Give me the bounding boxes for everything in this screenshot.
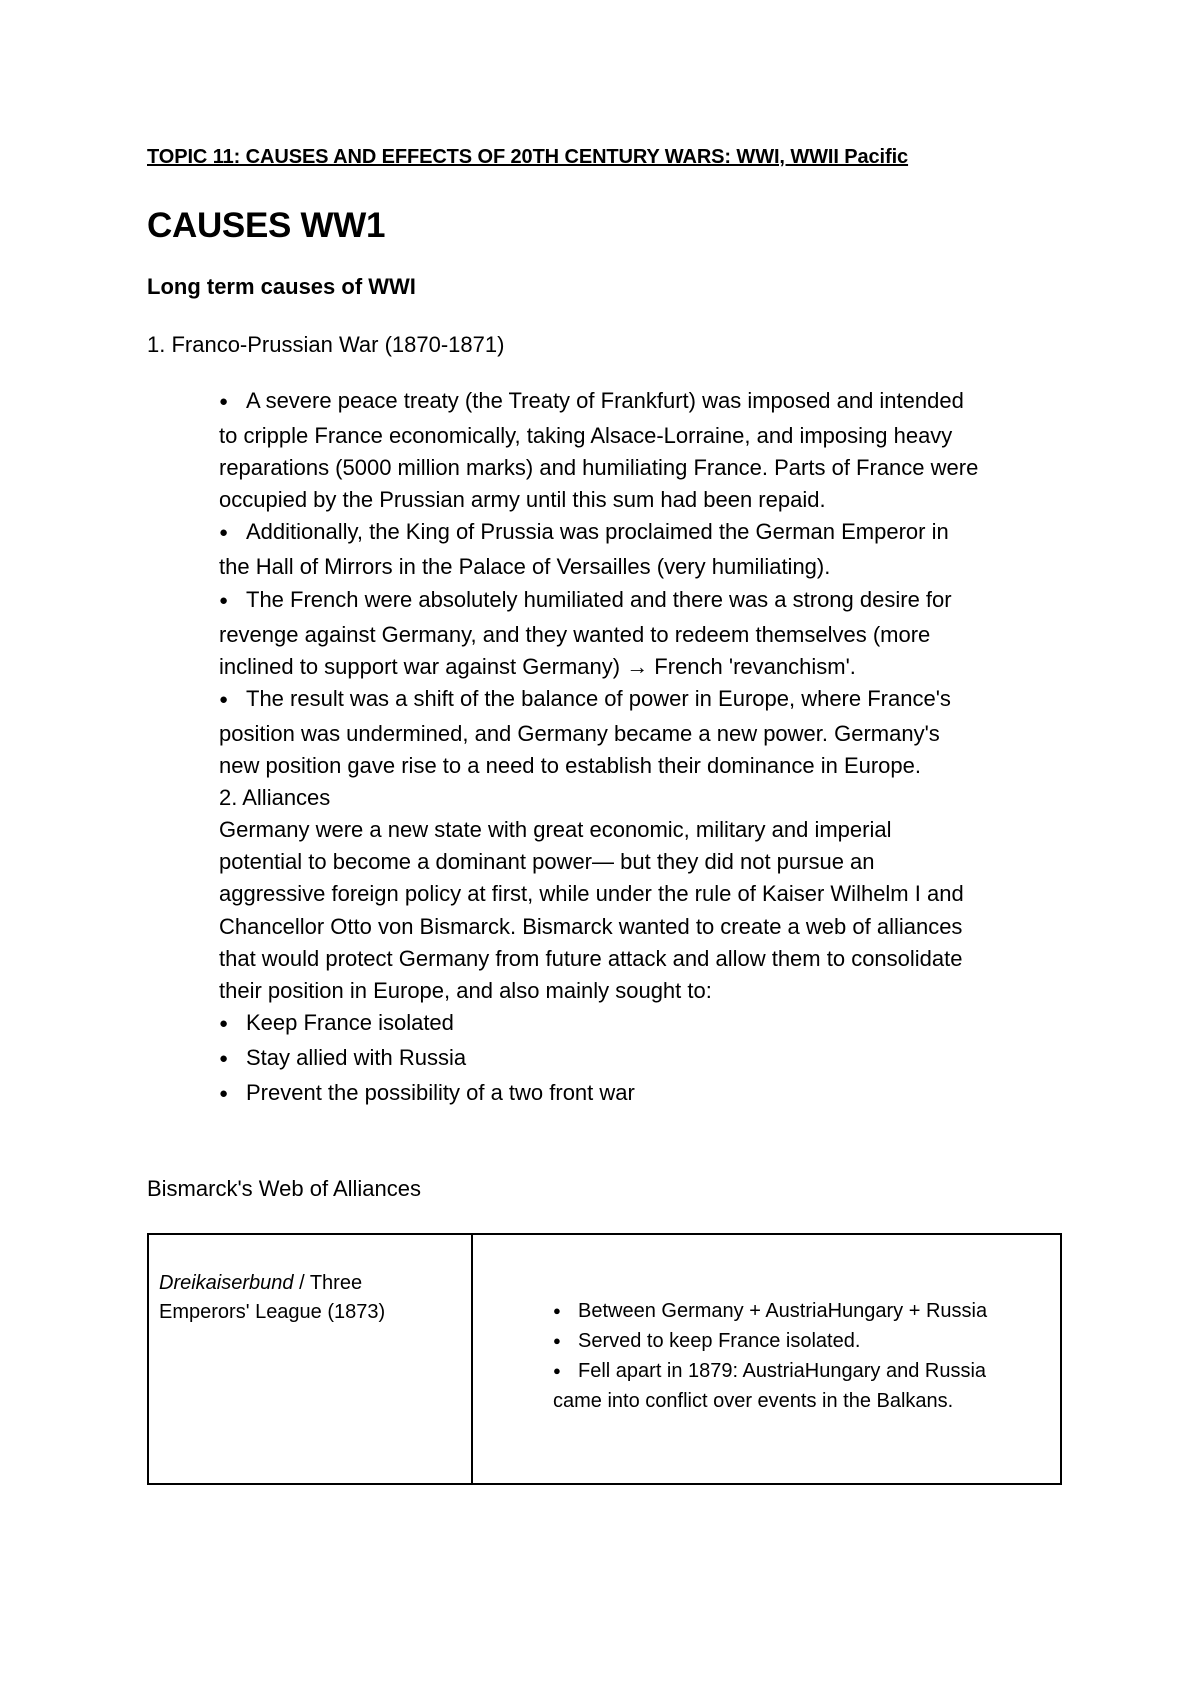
text-line: to cripple France economically, taking Alsace-Lorraine, and imposing heavy [219, 423, 953, 449]
text-line: Germany were a new state with great economic, military and imperial [219, 817, 892, 843]
bullet-icon [219, 1042, 246, 1077]
alliances-table [147, 1233, 1062, 1485]
text-line: the Hall of Mirrors in the Palace of Versailles (very humiliating). [219, 554, 831, 580]
subheading: Long term causes of WWI [147, 274, 416, 299]
detail-bullet: ●Served to keep France isolated. [553, 1327, 1050, 1357]
text-line: that would protect Germany from future attack and allow them to consolidate [219, 945, 963, 971]
bullet-line: ●Additionally, the King of Prussia was proclaimed the German Emperor in [219, 516, 1069, 551]
text-line: Chancellor Otto von Bismarck. Bismarck wanted to create a web of alliances [219, 913, 963, 939]
bullet-line: ●Prevent the possibility of a two front war [219, 1077, 1069, 1112]
table-title: Bismarck's Web of Alliances [147, 1176, 422, 1201]
text-line: aggressive foreign policy at first, while under the rule of Kaiser Wilhelm I and [219, 881, 964, 907]
text-line: reparations (5000 million marks) and humiliating France. Parts of France were [219, 455, 979, 481]
text-line: inclined to support war against Germany) → French 'revanchism'. [219, 653, 856, 679]
bullet-icon [219, 516, 246, 551]
table-cell-alliance-details [473, 1235, 1060, 1483]
bullet-line: ●The result was a shift of the balance of power in Europe, where France's [219, 683, 1069, 718]
bullet-icon [219, 1077, 246, 1112]
bullet-icon [219, 683, 246, 718]
content-block [219, 385, 1069, 1112]
bullet-icon [553, 1327, 578, 1357]
bullet-line: ●The French were absolutely humiliated and there was a strong desire for [219, 584, 1069, 619]
text-line: potential to become a dominant power— but they did not pursue an [219, 849, 875, 875]
text-line: new position gave rise to a need to establish their dominance in Europe. [219, 753, 921, 779]
bullet-line: ●Stay allied with Russia [219, 1042, 1069, 1077]
bullet-icon [553, 1357, 578, 1387]
alliance-name-line: Dreikaiserbund / Three [159, 1272, 363, 1294]
bullet-icon [219, 584, 246, 619]
alliance-name-line: Emperors' League (1873) [159, 1301, 386, 1323]
bullet-icon [219, 385, 246, 420]
text-line: revenge against Germany, and they wanted to redeem themselves (more [219, 621, 931, 647]
bullet-line: ●Keep France isolated [219, 1007, 1069, 1042]
bullet-icon [553, 1297, 578, 1327]
topic-heading: TOPIC 11: CAUSES AND EFFECTS OF 20TH CENTURY WARS: WWI, WWII Pacific [147, 146, 909, 168]
detail-bullet: ●Fell apart in 1879: AustriaHungary and Russia [553, 1357, 1050, 1387]
section2-title: 2. Alliances [219, 785, 331, 811]
bullet-icon [219, 1007, 246, 1042]
main-heading: CAUSES WW1 [147, 206, 386, 245]
text-line: occupied by the Prussian army until this sum had been repaid. [219, 487, 826, 513]
detail-line: came into conflict over events in the Balkans. [553, 1390, 954, 1412]
text-line: position was undermined, and Germany became a new power. Germany's [219, 720, 940, 746]
bullet-line: ●A severe peace treaty (the Treaty of Frankfurt) was imposed and intended [219, 385, 1069, 420]
section1-title: 1. Franco-Prussian War (1870-1871) [147, 332, 505, 357]
detail-bullet: ● Between Germany + AustriaHungary + Russia [553, 1297, 1050, 1327]
text-line: their position in Europe, and also mainly sought to: [219, 977, 712, 1003]
table-cell-alliance-name [149, 1235, 473, 1483]
